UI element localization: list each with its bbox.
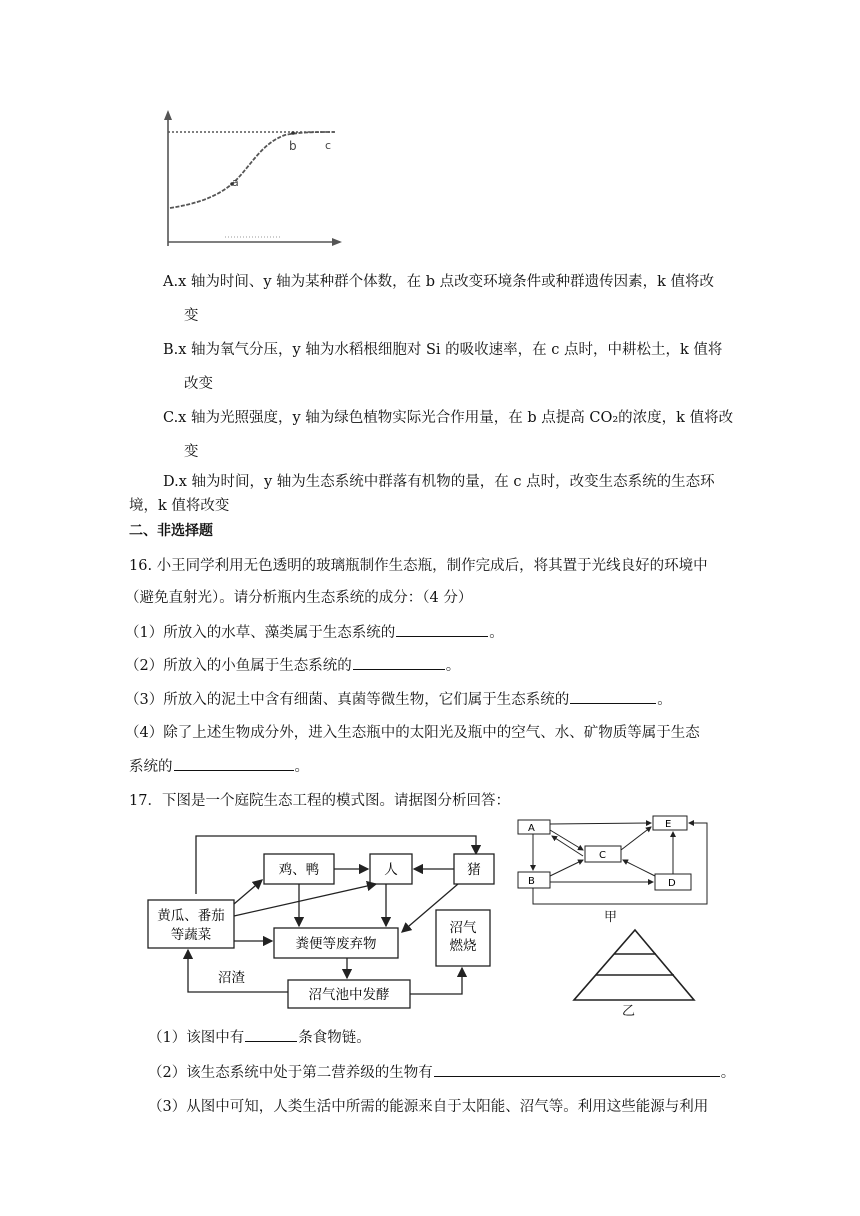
option-a-line2: 变 bbox=[184, 308, 199, 324]
option-d-line1: D.x 轴为时间，y 轴为生态系统中群落有机物的量，在 c 点时，改变生态系统的生态环 bbox=[163, 474, 715, 490]
section-title: 二、非选择题 bbox=[129, 523, 213, 539]
label-digester: 沼气池中发酵 bbox=[308, 987, 390, 1003]
q16-part3 bbox=[125, 688, 672, 709]
q17-part2 bbox=[148, 1061, 735, 1082]
label-c: c bbox=[325, 139, 332, 152]
q17-part2-text: （2）该生态系统中处于第二营养级的生物有 bbox=[148, 1065, 433, 1081]
jia-label-e: E bbox=[665, 819, 672, 830]
jia-label-c: C bbox=[599, 850, 606, 861]
q16-part3-end: 。 bbox=[657, 692, 672, 708]
label-manure: 粪便等废弃物 bbox=[295, 936, 377, 952]
q16-part4-line2 bbox=[129, 755, 309, 776]
jia-arrow-d-c bbox=[623, 860, 655, 876]
label-pig: 猪 bbox=[467, 862, 481, 878]
q17-part1-text-end: 条食物链。 bbox=[298, 1030, 371, 1046]
q17-part2-blank[interactable] bbox=[434, 1062, 720, 1077]
x-axis-arrow bbox=[332, 238, 342, 246]
label-chicken-duck: 鸡、鸭 bbox=[278, 862, 320, 878]
option-d-line2: 境，k 值将改变 bbox=[129, 498, 230, 514]
q17-part1-text: （1）该图中有 bbox=[148, 1030, 245, 1046]
label-biogas-burn-1: 沼气 bbox=[449, 920, 477, 936]
label-vegetables-2: 等蔬菜 bbox=[170, 927, 212, 943]
courtyard-diagram bbox=[140, 824, 510, 1014]
figure-yi-pyramid bbox=[570, 926, 700, 1004]
jia-arrow-b-c bbox=[550, 860, 583, 876]
option-b-line1: B.x 轴为氧气分压，y 轴为水稻根细胞对 Si 的吸收速率，在 c 点时，中耕松土，k 值将 bbox=[163, 342, 723, 358]
q16-stem-line1: 16. 小王同学利用无色透明的玻璃瓶制作生态瓶，制作完成后，将其置于光线良好的环境中 bbox=[129, 558, 708, 574]
label-human: 人 bbox=[384, 862, 398, 878]
figure-jia-caption: 甲 bbox=[604, 910, 618, 925]
q16-part3-blank[interactable] bbox=[570, 689, 656, 704]
label-vegetables-1: 黄瓜、番茄 bbox=[157, 908, 225, 924]
q16-part2 bbox=[125, 654, 460, 675]
q16-part2-end: 。 bbox=[445, 658, 461, 674]
q17-part2-end: 。 bbox=[720, 1065, 736, 1081]
q16-part1 bbox=[125, 621, 504, 642]
s-curve bbox=[170, 132, 335, 208]
jia-arrow-a-c bbox=[550, 830, 583, 850]
q17-part1-blank[interactable] bbox=[245, 1027, 297, 1042]
figure-yi-caption: 乙 bbox=[622, 1004, 636, 1019]
label-a: a bbox=[232, 176, 239, 189]
q17-stem: 17．下图是一个庭院生态工程的模式图。请据图分析回答： bbox=[129, 793, 510, 809]
q17-part1 bbox=[148, 1026, 371, 1047]
option-b-line2: 改变 bbox=[184, 376, 213, 392]
option-c-line1: C.x 轴为光照强度，y 轴为绿色植物实际光合作用量，在 b 点提高 CO₂的浓度，k 值将改 bbox=[163, 410, 734, 426]
q17-part3: （3）从图中可知，人类生活中所需的能源来自于太阳能、沼气等。利用这些能源与利用 bbox=[148, 1099, 709, 1115]
q16-part4-text: 系统的 bbox=[129, 759, 173, 775]
q16-part3-text: （3）所放入的泥土中含有细菌、真菌等微生物，它们属于生态系统的 bbox=[125, 692, 570, 708]
option-c-line2: 变 bbox=[184, 444, 199, 460]
q16-part2-text: （2）所放入的小鱼属于生态系统的 bbox=[125, 658, 352, 674]
q16-part1-blank[interactable] bbox=[396, 622, 488, 637]
q16-part2-blank[interactable] bbox=[353, 655, 445, 670]
label-biogas-burn-2: 燃烧 bbox=[449, 938, 477, 954]
q16-stem-line2: （避免直射光）。请分析瓶内生态系统的成分：（4 分） bbox=[125, 590, 473, 606]
point-b bbox=[291, 131, 295, 135]
y-axis-arrow bbox=[164, 110, 172, 120]
jia-arrow-a-e bbox=[550, 823, 651, 824]
jia-arrow-c-e bbox=[621, 827, 651, 850]
growth-curve-graph bbox=[150, 108, 360, 258]
q16-part4-end: 。 bbox=[294, 759, 309, 775]
jia-label-b: B bbox=[528, 876, 535, 887]
figure-jia bbox=[515, 812, 720, 922]
q16-part1-text: （1）所放入的水草、藻类属于生态系统的 bbox=[125, 625, 396, 641]
label-residue: 沼渣 bbox=[218, 970, 245, 986]
jia-label-d: D bbox=[668, 878, 676, 889]
arrow-veg-to-chicken bbox=[234, 880, 262, 904]
q16-part4-line1: （4）除了上述生物成分外，进入生态瓶中的太阳光及瓶中的空气、水、矿物质等属于生态 bbox=[125, 725, 700, 741]
q16-part1-end: 。 bbox=[489, 625, 504, 641]
option-a-line1: A.x 轴为时间、y 轴为某种群个体数，在 b 点改变环境条件或种群遗传因素，k 值将改 bbox=[163, 274, 715, 290]
label-b: b bbox=[289, 139, 297, 153]
jia-label-a: A bbox=[528, 823, 535, 834]
pyramid-outline bbox=[574, 930, 694, 1000]
jia-arrow-c-a bbox=[552, 836, 583, 856]
arrow-veg-to-human bbox=[234, 884, 376, 916]
arrow-digester-to-biogas bbox=[410, 968, 462, 994]
top-loop-line bbox=[196, 836, 476, 894]
q16-part4-blank[interactable] bbox=[174, 756, 294, 771]
